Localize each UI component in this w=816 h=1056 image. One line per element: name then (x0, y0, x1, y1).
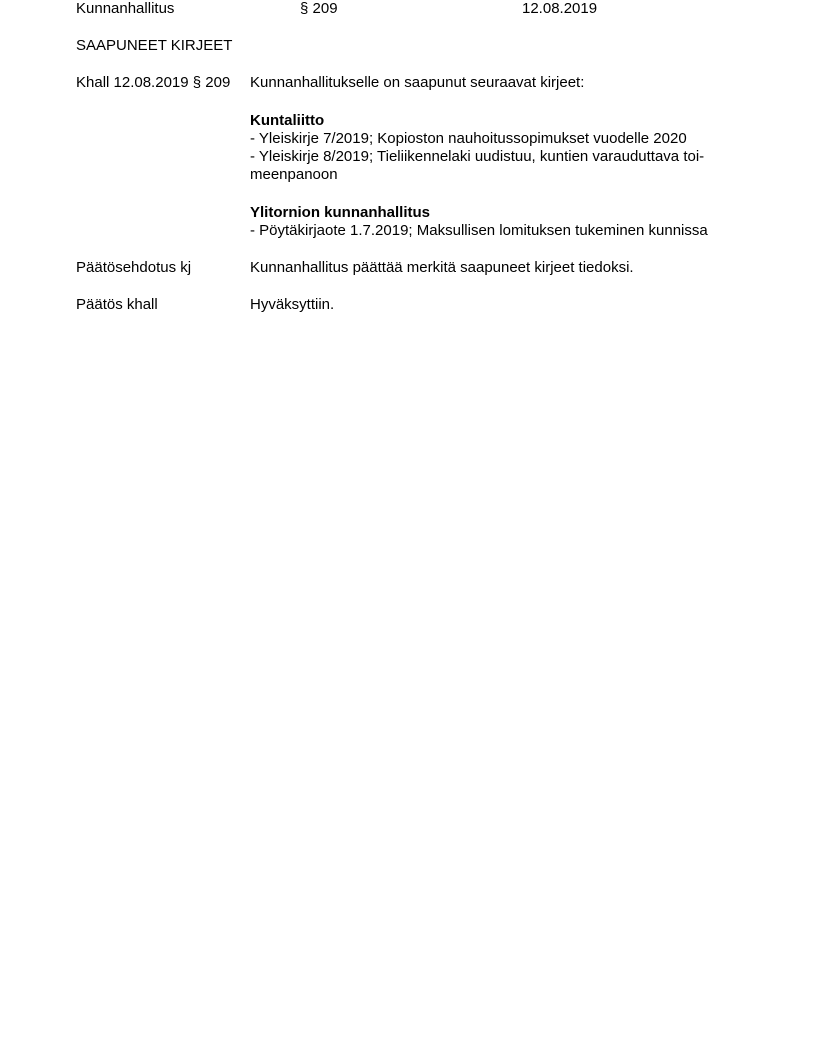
letter-item (250, 148, 745, 184)
letter-item-text: - Yleiskirje 8/2019; Tieliikennelaki uudistuu, kuntien varauduttava toi- meenpanoon (250, 148, 705, 183)
decision-text: Hyväksyttiin. (250, 296, 335, 313)
intro-text: Kunnanhallitukselle on saapunut seuraavat kirjeet: (250, 74, 585, 91)
header-section-number: § 209 (300, 0, 338, 17)
proposal-label: Päätösehdotus kj (76, 259, 192, 276)
sender-name: Kuntaliitto (250, 112, 325, 129)
document-title: SAAPUNEET KIRJEET (76, 37, 233, 54)
proposal-text: Kunnanhallitus päättää merkitä saapuneet kirjeet tiedoksi. (250, 259, 634, 276)
letter-item: - Pöytäkirjaote 1.7.2019; Maksullisen lomituksen tukeminen kunnissa (250, 222, 708, 239)
header-date: 12.08.2019 (522, 0, 598, 17)
letter-item: - Yleiskirje 7/2019; Kopioston nauhoitussopimukset vuodelle 2020 (250, 130, 687, 147)
meeting-reference: Khall 12.08.2019 § 209 (76, 74, 231, 91)
header-organ: Kunnanhallitus (76, 0, 175, 17)
decision-label: Päätös khall (76, 296, 158, 313)
sender-name: Ylitornion kunnanhallitus (250, 204, 430, 221)
